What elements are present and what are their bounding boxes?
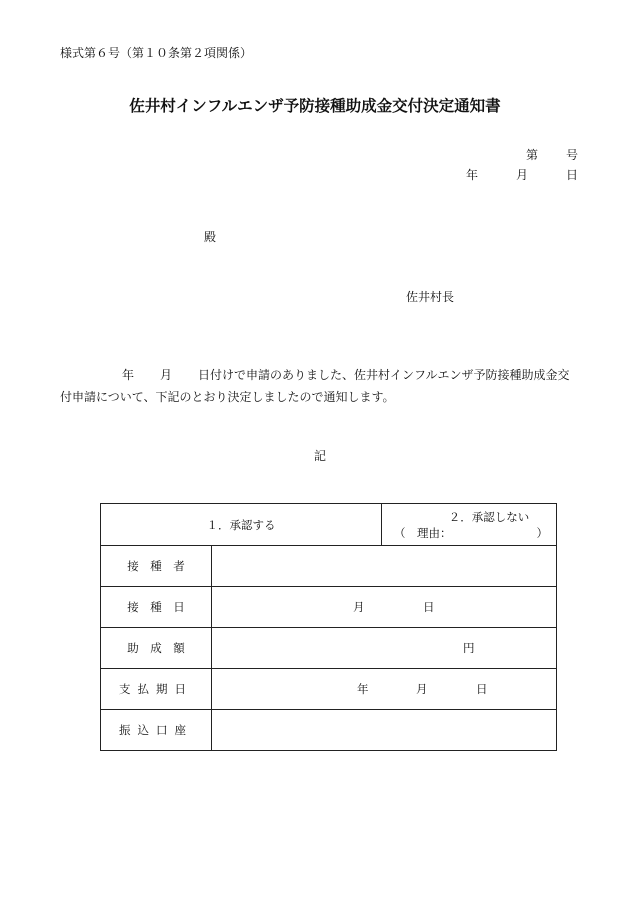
value-pay-date xyxy=(212,669,557,710)
label-pay-date-text: 支払期日 xyxy=(119,682,193,696)
table-row xyxy=(101,587,557,628)
document-number xyxy=(526,146,578,163)
body-month: 月 xyxy=(160,368,173,382)
document-title: 佐井村インフルエンザ予防接種助成金交付決定通知書 xyxy=(129,96,501,115)
value-recipient xyxy=(212,546,557,587)
issue-date-month: 月 xyxy=(515,168,528,182)
decision-table xyxy=(100,503,557,751)
value-vacc-date xyxy=(212,587,557,628)
issue-date-year: 年 xyxy=(465,168,478,182)
form-number: 様式第６号（第１０条第２項関係） xyxy=(60,46,253,60)
ki-heading: 記 xyxy=(314,449,327,463)
reason-close: ） xyxy=(536,525,548,540)
issue-date xyxy=(466,166,578,183)
option-reject xyxy=(381,504,556,546)
amount-unit: 円 xyxy=(463,641,475,655)
pay-month: 月 xyxy=(416,682,428,696)
doc-number-go: 号 xyxy=(565,148,578,162)
option-approve: １．承認する xyxy=(101,504,382,546)
decision-row xyxy=(101,504,557,546)
vacc-day: 日 xyxy=(423,600,435,614)
table-row xyxy=(101,546,557,587)
reason-open: （ 理由： xyxy=(393,525,452,540)
value-account xyxy=(212,710,557,751)
vacc-month: 月 xyxy=(353,600,365,614)
label-vacc-date: 接 種 日 xyxy=(101,587,212,628)
label-recipient: 接 種 者 xyxy=(101,546,212,587)
body-rest: 日付けで申請のありました、佐井村インフルエンザ予防接種助成金交付申請について、下記のとおり決定しましたので通知します。 xyxy=(60,368,570,404)
table-row xyxy=(101,669,557,710)
table-row xyxy=(101,628,557,669)
body-year: 年 xyxy=(122,368,135,382)
label-pay-date xyxy=(101,669,212,710)
option-reject-label: ２．承認しない xyxy=(448,509,530,524)
body-text xyxy=(60,364,580,408)
label-amount: 助 成 額 xyxy=(101,628,212,669)
sender: 佐井村長 xyxy=(406,290,455,304)
table-row xyxy=(101,710,557,751)
label-account-text: 振込口座 xyxy=(119,723,193,737)
issue-date-day: 日 xyxy=(565,168,578,182)
doc-number-dai: 第 xyxy=(525,148,538,162)
pay-year: 年 xyxy=(357,682,369,696)
addressee: 殿 xyxy=(204,230,217,244)
value-amount xyxy=(212,628,557,669)
pay-day: 日 xyxy=(476,682,488,696)
label-account xyxy=(101,710,212,751)
